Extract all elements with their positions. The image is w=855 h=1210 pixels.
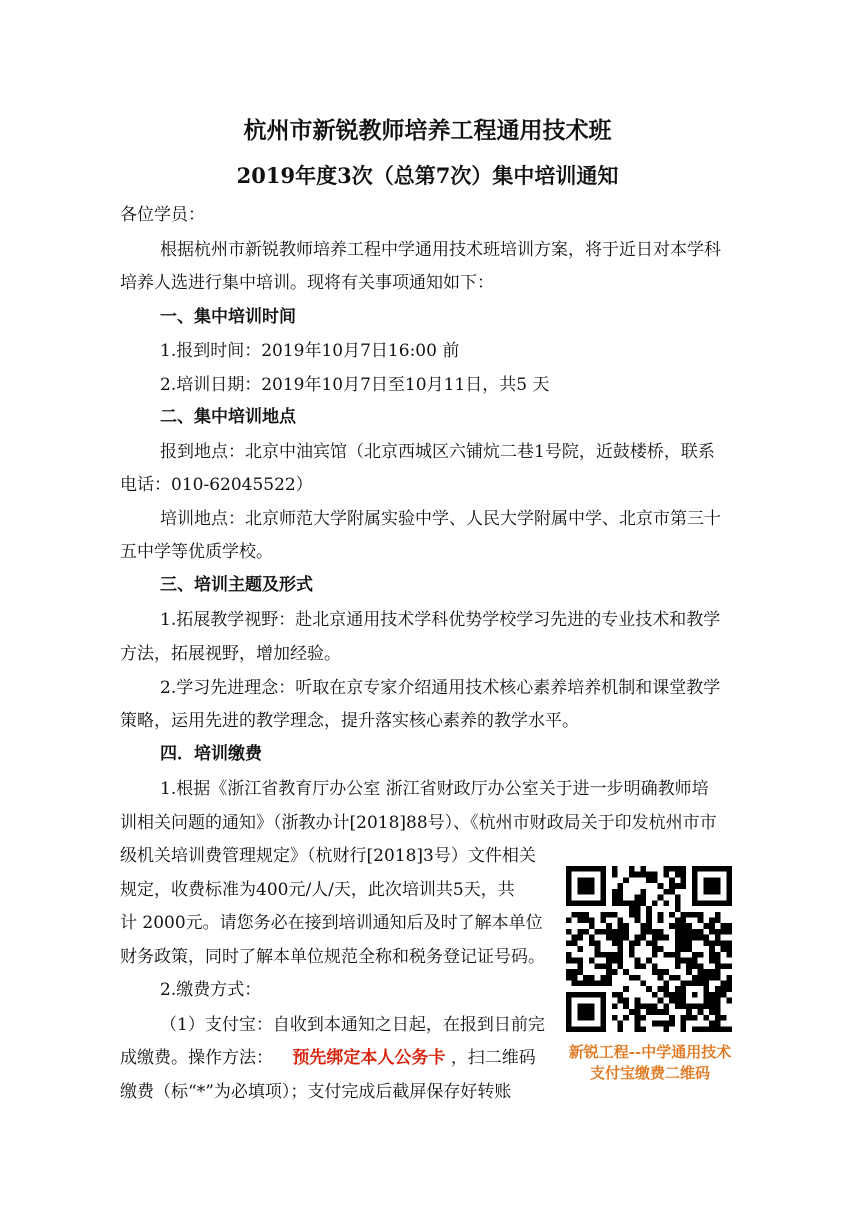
s2-line-3: 培训地点：北京师范大学附属实验中学、人民大学附属中学、北京市第三十 <box>160 509 721 529</box>
s3-line-2: 方法，拓展视野，增加经验。 <box>120 644 341 664</box>
s4-line-1: 1.根据《浙江省教育厅办公室 浙江省财政厅办公室关于进一步明确教师培 <box>160 779 709 799</box>
section-3-heading: 三、培训主题及形式 <box>160 575 313 595</box>
s4-line-5: 计 2000元。请您务必在接到培训通知后及时了解本单位 <box>120 913 543 933</box>
s1-item-2: 2.培训日期：2019年10月7日至10月11日，共5 天 <box>160 375 550 395</box>
s4-line-2: 训相关问题的通知》（浙教办计[2018]88号）、《杭州市财政局关于印发杭州市市 <box>120 813 717 833</box>
s4-line-8: （1）支付宝：自收到本通知之日起，在报到日前完 <box>160 1015 545 1035</box>
s3-line-4: 策略，运用先进的教学理念，提升落实核心素养的教学水平。 <box>120 711 579 731</box>
s2-line-4: 五中学等优质学校。 <box>120 542 273 562</box>
intro-line-2: 培养人选进行集中培训。现将有关事项通知如下： <box>120 273 494 293</box>
section-4-heading: 四．培训缴费 <box>160 744 262 764</box>
s4-line-4: 规定，收费标准为400元/人/天，此次培训共5天，共 <box>120 880 515 900</box>
s2-line-1: 报到地点：北京中油宾馆（北京西城区六铺炕二巷1号院，近鼓楼桥，联系 <box>160 442 715 462</box>
section-2-heading: 二、集中培训地点 <box>160 407 296 427</box>
document-subtitle: 2019年度3次（总第7次）集中培训通知 <box>236 163 619 188</box>
intro-line-1: 根据杭州市新锐教师培养工程中学通用技术班培训方案，将于近日对本学科 <box>160 240 721 260</box>
section-1-heading: 一、集中培训时间 <box>160 307 296 327</box>
document-title: 杭州市新锐教师培养工程通用技术班 <box>243 117 612 144</box>
s3-line-3: 2.学习先进理念：听取在京专家介绍通用技术核心素养培养机制和课堂教学 <box>160 678 721 698</box>
payment-method-text: 成缴费。操作方法： <box>120 1048 273 1068</box>
s2-line-2: 电话：010-62045522） <box>120 475 313 495</box>
payment-line-last: 缴费（标“*”为必填项）；支付完成后截屏保存好转账 <box>120 1082 512 1102</box>
s1-item-1: 1.报到时间：2019年10月7日16:00 前 <box>160 341 460 361</box>
payment-method-line <box>120 1047 536 1069</box>
bind-card-highlight: 预先绑定本人公务卡 <box>292 1048 446 1068</box>
qr-code-icon[interactable] <box>566 866 732 1032</box>
s4-line-3: 级机关培训费管理规定》（杭财行[2018]3号）文件相关 <box>120 846 536 866</box>
s4-line-6: 财务政策，同时了解本单位规范全称和税务登记证号码。 <box>120 947 545 967</box>
s4-line-7: 2.缴费方式： <box>160 980 262 1000</box>
greeting: 各位学员： <box>120 205 205 225</box>
qr-caption-line-1: 新锐工程--中学通用技术 <box>568 1043 732 1061</box>
qr-caption-line-2: 支付宝缴费二维码 <box>589 1064 710 1082</box>
payment-method-text-2: ，扫二维码 <box>450 1048 536 1068</box>
s3-line-1: 1.拓展教学视野：赴北京通用技术学科优势学校学习先进的专业技术和教学 <box>160 610 721 630</box>
